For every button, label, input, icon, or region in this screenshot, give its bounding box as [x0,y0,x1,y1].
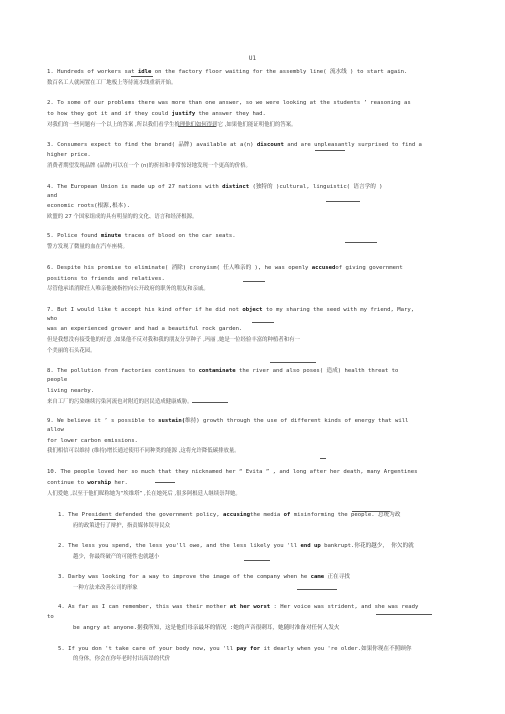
sentence-text: 数百名工人就闲置在工厂地板上等待流水线重新开始。 [47,80,177,86]
answer-blank [352,511,390,512]
english-sentence-line [47,326,497,333]
vocabulary-word: worship [87,480,111,486]
english-sentence-line [58,512,497,519]
vocabulary-word: of [283,512,291,518]
sentence-text: 4. As far as I can remember, this was their mother [58,604,230,610]
sentence-text: 个美丽的石头花园。 [47,348,96,354]
english-sentence-line [47,438,497,445]
vocabulary-word: discount [256,142,284,148]
chinese-translation-line [47,491,497,498]
sentence-text: 人们爱她 ,以至于他们昵称她为“埃维塔” ,长在她死后 ,很多阿根廷人继续崇拜她。 [47,491,241,497]
vocabulary-word: sustain( [158,418,186,424]
english-sentence-line [47,388,497,395]
sentence-text: 消费者期望发现品牌 (品牌)可以在一个 (n)的折扣和非常惊讶地发现一个更高的价格。 [47,163,251,169]
english-sentence-line [47,184,497,191]
vocabulary-word: at her worst [229,604,271,610]
english-sentence-line [58,574,497,581]
english-sentence-line [47,203,497,210]
english-sentence-line [47,469,497,476]
english-sentence-line [58,646,497,653]
sentence-text: 3. Consumers expect to find the brand( 品牌) available at a(n) [47,142,257,148]
sentence-text: 2. To some of our problems there was more than one answer, so we were looking at the students ’ reasoning as [47,100,411,106]
answer-blank [345,242,377,243]
sentence-text: 6. Despite his promise to eliminate( 消除) cronyism( 任人唯亲的 ), he was openly [47,265,312,271]
sentence-text: traces of blood on the car seats. [121,233,236,239]
answer-blank [326,201,360,202]
sentence-text: misinforming the people. 总统为政 [290,512,401,518]
answer-blank [320,458,326,459]
english-sentence-line [47,265,497,272]
chinese-translation-line [73,585,497,592]
answer-blank [131,76,153,77]
sentence-text: 7. But I would like t accept his kind offer if he did not [47,307,243,313]
sentence-text: 的身体，你会在你年老时付出高昂的代价 [73,656,171,662]
sentence-text: the media [249,512,284,518]
answer-blank [315,150,345,151]
sentence-text: to how they got it and if they could [47,111,172,117]
sentence-text: be angry at anyone.据我所知，这是他们母亲最坏的情况 :她的声音很刺耳，她随时准备对任何人发火 [73,625,340,631]
sentence-text: people [47,377,68,383]
sentence-text: 8. The pollution from factories continues to [47,368,199,374]
sentence-text: 10. The people loved her so much that they nicknamed her “ Evita ” , and long after her death, many Argentines [47,469,418,475]
answer-blank [252,322,274,323]
chinese-translation-line [73,523,497,530]
answer-blank [243,281,265,282]
sentence-text: allow [47,427,64,433]
sentence-text: economic roots(根源,根本). [47,203,130,209]
answer-blank [94,519,116,520]
chinese-translation-line [47,244,497,251]
sentence-text: 一种方法来改善公司的形象 [73,585,138,591]
vocabulary-word: distinct [222,184,250,190]
english-sentence-line [47,69,497,76]
answer-blank [178,126,216,127]
sentence-text: 来自工厂的污染继续污染河流也对附近的居民造成健康威胁。 [47,399,193,405]
sentence-text: higher price. [47,152,91,158]
sentence-text: of giving government [335,265,403,271]
answer-blank [192,402,228,403]
chinese-translation-line [47,80,497,87]
sentence-text: her. [111,480,128,486]
sentence-text: 但是我想没有接受他的好意 ,如果他不反对我和我的朋友分享种子 ,玛丽 ,她是一位经验丰富的种植者和有一 [47,337,300,343]
sentence-text: on the factory floor waiting for the assembly line( 流水线 ) to start again. [151,69,408,75]
sentence-text: to [47,614,54,620]
vocabulary-word: contaminate [198,368,236,374]
english-sentence-line [47,368,497,375]
english-sentence-line [47,276,497,283]
sentence-text: 维持) growth through the use of different kinds of energy that will [185,418,409,424]
sentence-text: 我们相信可以维持 (维持)增长通过使用不同种类的能源 ,这将允许降低碳排放量。 [47,448,240,454]
sentence-text: : Her voice was strident, and she was ready [270,604,419,610]
sentence-text: 5. If you don 't take care of your body now, you 'll [58,646,237,652]
sentence-text: 越少，你最终破产的可能性也就越小 [73,554,160,560]
english-sentence-line [47,307,497,314]
vocabulary-word: came [310,574,325,580]
chinese-translation-line [47,348,497,355]
sentence-text: 1. Hundreds of workers sat [47,69,138,75]
english-sentence-line [47,193,497,200]
sentence-text: 府的政策进行了辩护，指责媒体误导民众 [73,523,171,529]
english-sentence-line [47,111,497,118]
vocabulary-word: accusing [223,512,250,518]
sentence-text: 正在寻找 [324,574,350,580]
sentence-text: 警方发现了微量的血在汽车座椅。 [47,244,128,250]
sentence-text: it dearly when you 're older.如果你现在不照顾你 [260,646,412,652]
sentence-text: 1. The President defended the government policy, [58,512,224,518]
sentence-text: and [47,193,58,199]
english-sentence-line [47,480,497,487]
sentence-text: living nearby. [47,388,95,394]
sentence-text: the river and also poses( 造成) health threat to [235,368,399,374]
english-sentence-line [47,427,497,434]
sentence-text: 2. The less you spend, the less you'll owe, and the less likely you 'll [58,543,301,549]
english-sentence-line [47,100,497,107]
chinese-translation-line [47,214,497,221]
answer-blank [270,362,316,363]
chinese-translation-line [47,163,497,170]
sentence-text: positions to friends and relatives. [47,276,165,282]
sentence-text: to my sharing the seed with my friend, Mary, [262,307,415,313]
answer-blank [244,560,270,561]
sentence-text: 4. The European Union is made up of 27 nations with [47,184,223,190]
vocabulary-word: object [242,307,263,313]
sentence-text: continue to [47,480,88,486]
page-title: U1 [248,55,257,62]
chinese-translation-line [47,337,497,344]
vocabulary-word: pay for [236,646,261,652]
english-sentence-line [58,543,497,550]
chinese-translation-line [47,448,497,455]
sentence-text: 欧盟的 27 个国家组成的具有明显的的文化、语言和经济根源。 [47,214,198,220]
sentence-text: who [47,316,58,322]
chinese-translation-line [47,122,497,129]
chinese-translation-line [47,399,497,406]
answer-blank [297,589,337,590]
chinese-translation-line [73,656,497,663]
sentence-text: was an experienced grower and had a beautiful rock garden. [47,326,243,332]
english-sentence-line [47,152,497,159]
english-sentence-line [73,625,497,632]
sentence-text: 对我们的一些问题有一个以上的答案 ,所以我们看学生推理他们如何得到它 ,如果他们能证明他们的答案。 [47,122,297,128]
english-sentence-line [47,614,497,621]
sentence-text: for lower carbon emissions. [47,438,138,444]
sentence-text: 9. We believe it ’ s possible to [47,418,159,424]
vocabulary-word: minute [100,233,122,239]
sentence-text: the answer they had. [195,111,266,117]
chinese-translation-line [73,554,497,561]
english-sentence-line [58,604,497,611]
english-sentence-line [47,233,497,240]
answer-blank [155,482,175,483]
english-sentence-line [47,418,497,425]
sentence-text: 3. Darby was looking for a way to improve the image of the company when he [58,574,311,580]
sentence-text: bankrupt.你花的越少， 你欠的就 [320,543,414,549]
sentence-text: (独特的 )cultural, linguistic( 语言学的 ) [249,184,383,190]
sentence-text: 5. Police found [47,233,101,239]
sentence-text: 尽管他承诺消除任人唯亲他被指控向公开政府的职务的朋友和亲戚。 [47,286,209,292]
english-sentence-line [47,377,497,384]
answer-blank [376,614,432,615]
vocabulary-word: accused [311,265,336,271]
sentence-text: and are unpleasantly surprised to find a [283,142,422,148]
vocabulary-word: end up [300,543,321,549]
vocabulary-word: idle [137,69,152,75]
english-sentence-line [47,142,497,149]
chinese-translation-line [47,286,497,293]
vocabulary-word: justify [171,111,196,117]
